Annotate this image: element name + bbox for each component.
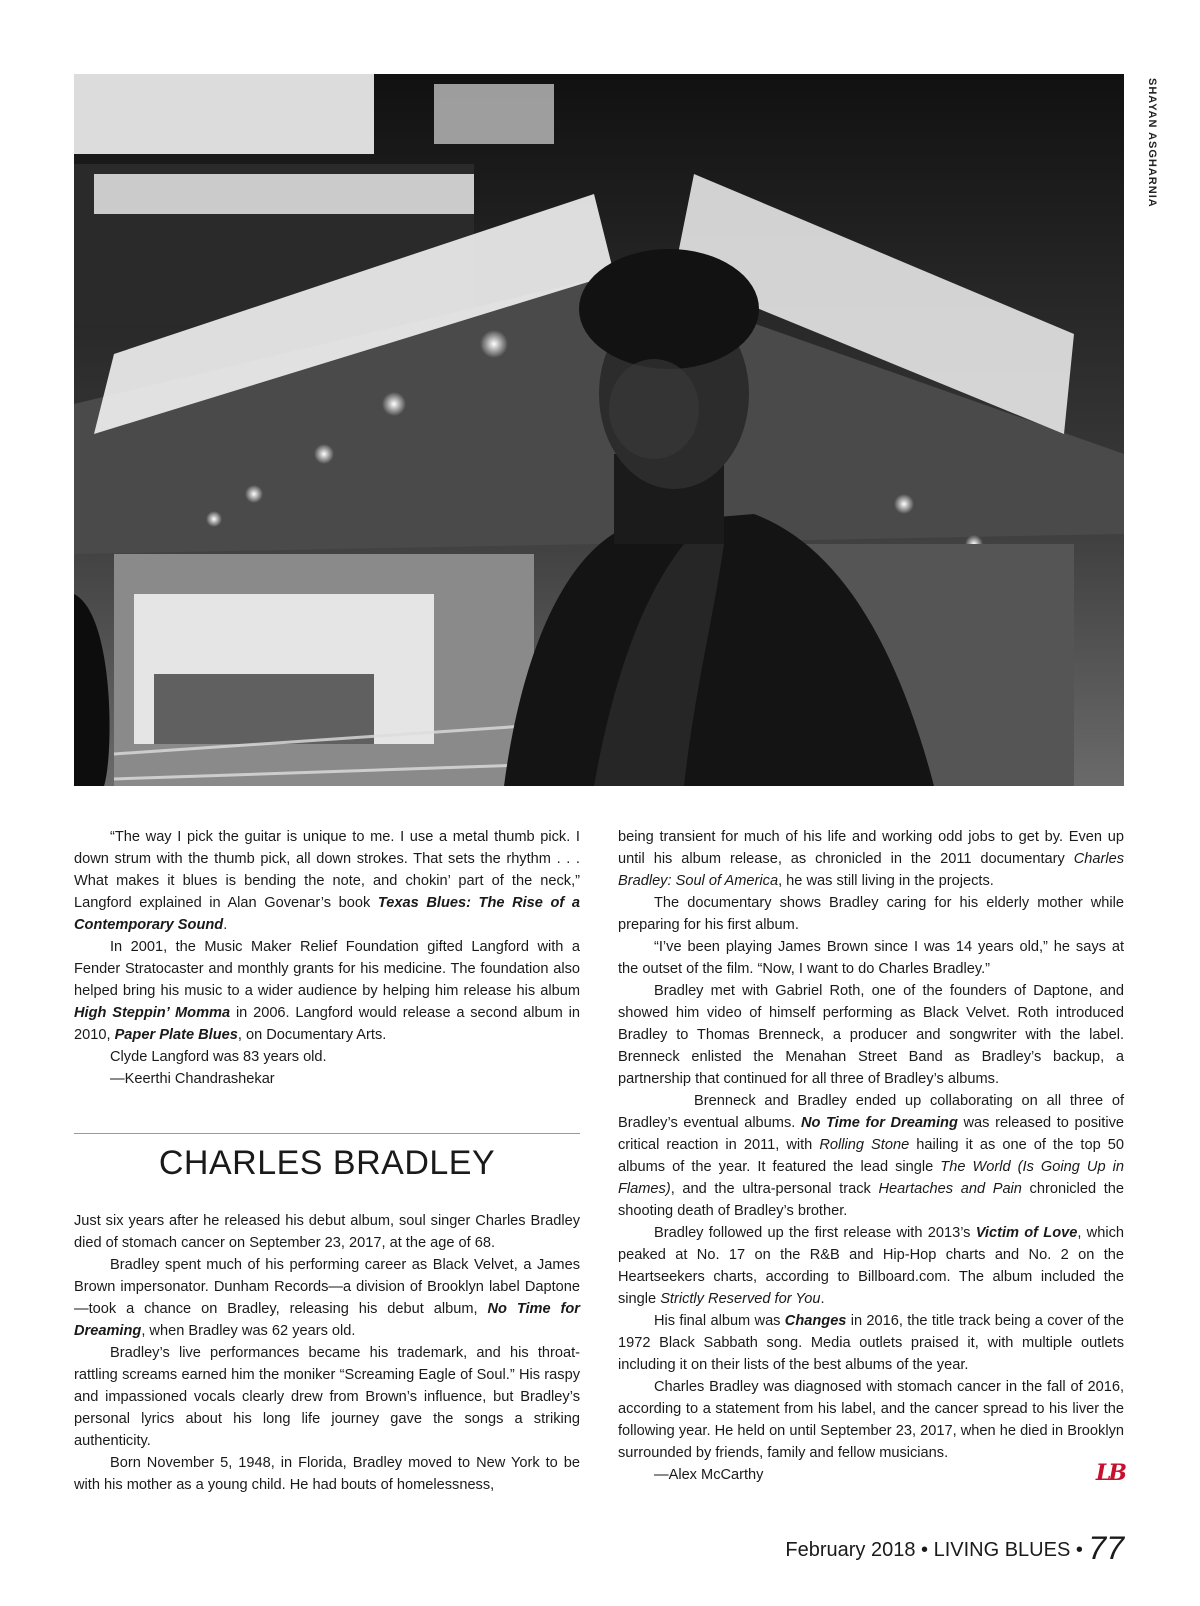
album-title: No Time for Dreaming	[74, 1301, 580, 1339]
paragraph: Bradley met with Gabriel Roth, one of the founders of Daptone, and showed him video of himself performing as Black Velvet. Roth introduced Bradley to Thomas Brenneck, a producer and songwriter with the label. Brenneck enlisted the Menahan Street Band as Bradley’s backup, a partnership that continued for all three of Bradley’s albums.	[618, 983, 1124, 1087]
publication-title: Rolling Stone	[819, 1137, 910, 1153]
photo-credit: SHAYAN ASGHARNIA	[1146, 78, 1158, 208]
song-title: Strictly Reserved for You	[660, 1291, 821, 1307]
album-title: Changes	[784, 1313, 847, 1329]
page-footer	[785, 1530, 1124, 1568]
paragraph: Bradley’s live performances became his trademark, and his throat-rattling screams earned him the moniker “Screaming Eagle of Soul.” His raspy and impassioned vocals clearly drew from Brown’s influence, but Bradley’s personal lyrics about his long life journey gave the songs a striking authenticity.	[74, 1345, 580, 1449]
langford-article-end	[74, 826, 580, 1090]
paragraph: being transient for much of his life and working odd jobs to get by. Even up until his album release, as chronicled in the 2011 documentary Charles Bradley: Soul of America, he was still living in the projects.	[618, 829, 1124, 889]
paragraph: The documentary shows Bradley caring for his elderly mother while preparing for his first album.	[618, 895, 1124, 933]
bradley-article-start	[74, 1210, 580, 1496]
paragraph: Brenneck and Bradley ended up collaborating on all three of Bradley’s eventual albums. No Time for Dreaming was released to positive critical reaction in 2011, with Rolling Stone hailing it as one of the top 50 albums of the year. It featured the lead single The World (Is Going Up in Flames), and the ultra-personal track Heartaches and Pain chronicled the shooting death of Bradley’s brother.	[618, 1093, 1125, 1219]
album-title: High Steppin’ Momma	[74, 1005, 231, 1021]
paragraph: Bradley followed up the first release with 2013’s Victim of Love, which peaked at No. 17 on the R&B and Hip-Hop charts and No. 2 on the Heartseekers charts, according to Billboard.com. The album included the single Strictly Reserved for You.	[618, 1225, 1124, 1307]
album-title: Victim of Love	[975, 1225, 1078, 1241]
charles-bradley-portrait-image	[74, 74, 1124, 786]
song-title: The World (Is Going Up in Flames)	[618, 1159, 1124, 1197]
issue-info: February 2018 • LIVING BLUES •	[785, 1539, 1089, 1561]
song-title: Heartaches and Pain	[878, 1181, 1022, 1197]
paragraph: Bradley spent much of his performing career as Black Velvet, a James Brown impersonator. Dunham Records—a division of Brooklyn label Daptone—took a chance on Bradley, releasing his debut album, No Time for Dreaming, when Bradley was 62 years old.	[74, 1257, 580, 1339]
paragraph: “I’ve been playing James Brown since I was 14 years old,” he says at the outset of the film. “Now, I want to do Charles Bradley.”	[618, 939, 1124, 977]
author-signature: —Alex McCarthy	[654, 1467, 764, 1483]
feature-photo	[74, 74, 1124, 786]
living-blues-logo-icon: LB	[1095, 1460, 1124, 1486]
paragraph: Born November 5, 1948, in Florida, Bradley moved to New York to be with his mother as a young child. He had bouts of homelessness,	[74, 1455, 580, 1493]
paragraph: His final album was Changes in 2016, the title track being a cover of the 1972 Black Sabbath song. Media outlets praised it, with multiple outlets including it on their lists of the best albums of the year.	[618, 1313, 1124, 1373]
paragraph: Charles Bradley was diagnosed with stomach cancer in the fall of 2016, according to a statement from his label, and the cancer spread to his liver the following year. He held on until September 23, 2017, when he died in Brooklyn surrounded by friends, family and fellow musicians.	[618, 1379, 1124, 1461]
paragraph: Just six years after he released his debut album, soul singer Charles Bradley died of stomach cancer on September 23, 2017, at the age of 68.	[74, 1213, 580, 1251]
bradley-article-continued	[618, 826, 1124, 1486]
album-title: Paper Plate Blues	[114, 1027, 238, 1043]
album-title: No Time for Dreaming	[800, 1115, 958, 1131]
paragraph: Clyde Langford was 83 years old.	[110, 1049, 327, 1065]
author-signature-block	[618, 1460, 1124, 1486]
film-title: Charles Bradley: Soul of America	[618, 851, 1124, 889]
book-title: Texas Blues: The Rise of a Contemporary Sound	[74, 895, 581, 933]
section-title: CHARLES BRADLEY	[158, 1144, 496, 1182]
paragraph: In 2001, the Music Maker Relief Foundation gifted Langford with a Fender Stratocaster and monthly grants for his medicine. The foundation also helped bring his music to a wider audience by helping him release his album High Steppin’ Momma in 2006. Langford would release a second album in 2010, Paper Plate Blues, on Documentary Arts.	[74, 939, 580, 1043]
paragraph: “The way I pick the guitar is unique to me. I use a metal thumb pick. I down strum with the thumb pick, all down strokes. That sets the rhythm . . . What makes it blues is bending the note, and chokin’ part of the neck,” Langford explained in Alan Govenar’s book Texas Blues: The Rise of a Contemporary Sound.	[74, 829, 581, 933]
page-number: 77	[1088, 1530, 1124, 1566]
author-signature: —Keerthi Chandrashekar	[110, 1071, 275, 1087]
section-divider	[74, 1133, 580, 1134]
